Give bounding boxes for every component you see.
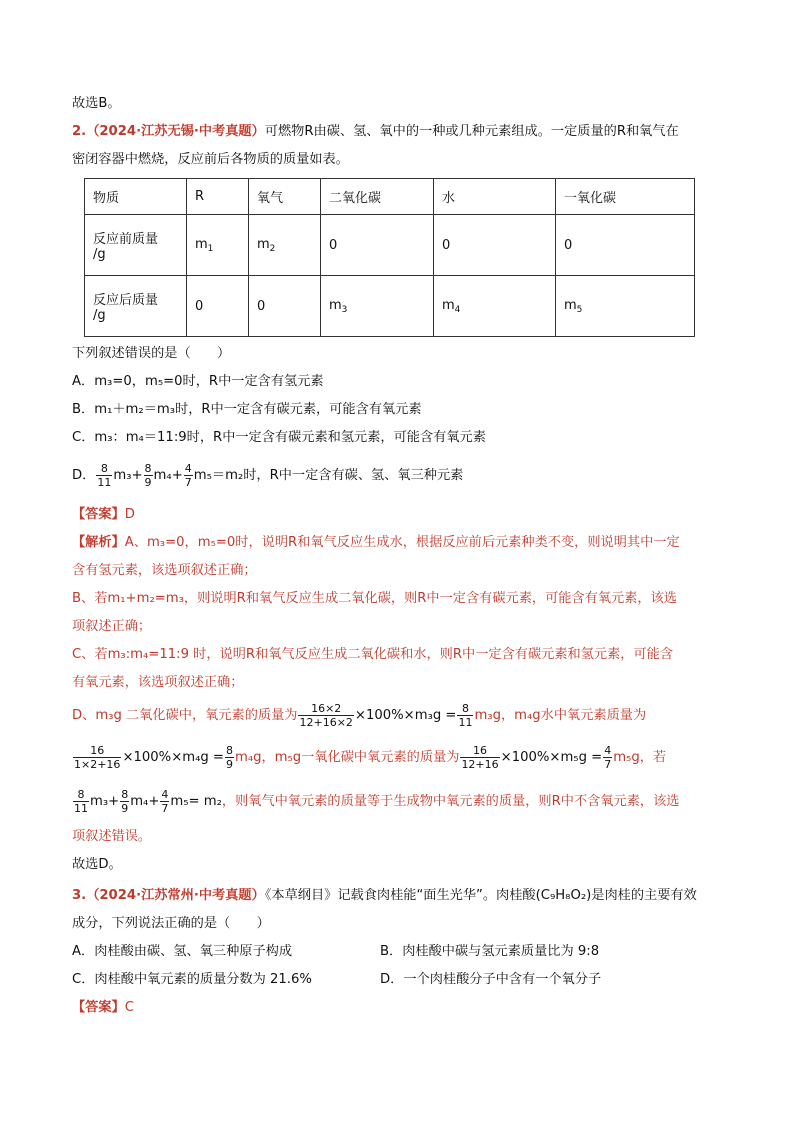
analysis-a-line2: 含有氢元素，该选项叙述正确； xyxy=(72,563,257,578)
fraction-4-7: $\frac{4}{7}$ xyxy=(604,743,612,771)
q2-stem-line2: 密闭容器中燃烧，反应前后各物质的质量如表。 xyxy=(72,152,349,167)
analysis-d-line3: $\frac{8}{11}$ m₃+ $\frac{8}{9}$ m₄+ $\frac{4}{7}$ m₅= m₂，则氧气中氧元素的质量等于生成物中氧元素的质量，则R中不含氧元素，该选 xyxy=(74,787,680,815)
table-header-cell: 水 xyxy=(434,179,556,215)
answer-tag: 【答案】 xyxy=(72,1000,125,1015)
analysis-b-line1: B、若m₁+m₂=m₃，则说明R和氧气反应生成二氧化碳，则R中一定含有碳元素，可能含有氧元素，该选 xyxy=(72,591,677,606)
answer-value: D xyxy=(124,507,135,522)
table-cell: 0 xyxy=(556,215,695,276)
analysis-d-line2: $\frac{16}{1\times 2+16}$ ×100%×m₄g = $\frac{8}{9}$ m₄g，m₅g一氧化碳中氧元素的质量为 $\frac{16}{12+16}$ ×100%×m₅g = $\frac{4}{7}$ m₅g，若 xyxy=(74,743,667,771)
q3-stem-line2: 成分，下列说法正确的是（ ） xyxy=(72,916,270,931)
fraction-4-7: $\frac{4}{7}$ xyxy=(161,787,169,815)
answer-value: C xyxy=(124,1000,134,1015)
fraction-8-11: $\frac{8}{11}$ xyxy=(458,701,473,729)
previous-answer-line: 故选B。 xyxy=(72,96,121,111)
q3-number: 3. xyxy=(72,888,87,903)
fraction-co: $\frac{16}{12+16}$ xyxy=(461,743,499,771)
table-cell: $m_1$ xyxy=(187,215,249,276)
table-cell: $m_5$ xyxy=(556,276,695,337)
table-cell: $m_4$ xyxy=(434,276,556,337)
table-header-cell: 氧气 xyxy=(249,179,321,215)
fraction-8-9: $\frac{8}{9}$ xyxy=(225,743,233,771)
fraction-8-11: $\frac{8}{11}$ xyxy=(97,461,112,489)
fraction-co2: $\frac{16\times 2}{12+16\times 2}$ xyxy=(299,701,353,729)
fraction-4-7: $\frac{4}{7}$ xyxy=(184,461,192,489)
q2-option-d: D． $\frac{8}{11}$ m₃+ $\frac{8}{9}$ m₄+ $\frac{4}{7}$ m₅＝m₂时，R中一定含有碳、氢、氧三种元素 xyxy=(72,461,464,489)
q2-stem-text: 可燃物R由碳、氢、氧中的一种或几种元素组成。一定质量的R和氧气在 xyxy=(264,124,679,139)
q2-answer xyxy=(72,505,135,525)
analysis-b-line2: 项叙述正确； xyxy=(72,619,152,634)
q2-conclusion: 故选D。 xyxy=(72,857,122,872)
q2-option-b: B．m₁＋m₂＝m₃时，R中一定含有碳元素，可能含有氧元素 xyxy=(72,402,422,417)
q2-stem-line1 xyxy=(72,122,679,142)
analysis-a-line1: 【解析】A、m₃=0，m₅=0时，说明R和氧气反应生成水，根据反应前后元素种类不变，则说明其中一定 xyxy=(72,535,680,550)
table-row-before xyxy=(85,215,695,276)
table-cell: 0 xyxy=(434,215,556,276)
table-cell: $m_2$ xyxy=(249,215,321,276)
table-cell: 0 xyxy=(249,276,321,337)
table-cell: 0 xyxy=(187,276,249,337)
q3-options-row1 xyxy=(72,942,292,962)
analysis-c-line2: 有氧元素，该选项叙述正确； xyxy=(72,675,244,690)
fraction-8-11: $\frac{8}{11}$ xyxy=(74,787,88,815)
table-row-label: 反应后质量 /g xyxy=(85,276,187,337)
q2-question: 下列叙述错误的是（ ） xyxy=(72,346,231,361)
table-header-cell: 物质 xyxy=(85,179,187,215)
table-row-label: 反应前质量 /g xyxy=(85,215,187,276)
q3-option-c: C．肉桂酸中氧元素的质量分数为 21.6% xyxy=(72,972,312,987)
q2-option-c: C．m₃：m₄＝11:9时，R中一定含有碳元素和氢元素，可能含有氧元素 xyxy=(72,430,486,445)
q3-answer xyxy=(72,998,134,1018)
fraction-8-9: $\frac{8}{9}$ xyxy=(144,461,152,489)
q3-source: （2024·江苏常州·中考真题） xyxy=(86,888,265,903)
table-header-row xyxy=(85,179,695,215)
analysis-d-line4: 项叙述错误。 xyxy=(72,829,152,844)
table-header-cell: R xyxy=(187,179,249,215)
analysis-tag: 【解析】 xyxy=(72,535,125,550)
q2-number: 2. xyxy=(72,124,87,139)
q3-option-d: D．一个肉桂酸分子中含有一个氧分子 xyxy=(380,972,602,987)
analysis-c-line1: C、若m₃:m₄=11:9 时，说明R和氧气反应生成二氧化碳和水，则R中一定含有碳元素和氢元素，可能含 xyxy=(72,647,674,662)
analysis-d-line1: D、m₃g 二氧化碳中，氧元素的质量为 $\frac{16\times 2}{12+16\times 2}$ ×100%×m₃g = $\frac{8}{11}$ m₃g，m₄g水中氧元素质量为 xyxy=(72,701,647,729)
answer-tag: 【答案】 xyxy=(72,507,125,522)
table-cell: $m_3$ xyxy=(321,276,434,337)
q3-option-a: A．肉桂酸由碳、氢、氧三种原子构成 xyxy=(72,944,293,959)
fraction-h2o: $\frac{16}{1\times 2+16}$ xyxy=(74,743,121,771)
q2-option-a: A．m₃=0，m₅=0时，R中一定含有氢元素 xyxy=(72,374,324,389)
q3-stem-line1: 3.（2024·江苏常州·中考真题）《本草纲目》记载食肉桂能“面生光华”。肉桂酸(C₉H₈O₂)是肉桂的主要有效 xyxy=(72,888,697,903)
table-header-cell: 二氧化碳 xyxy=(321,179,434,215)
fraction-8-9: $\frac{8}{9}$ xyxy=(121,787,129,815)
mass-table xyxy=(84,178,695,337)
table-row-after xyxy=(85,276,695,337)
table-cell: 0 xyxy=(321,215,434,276)
q2-source: （2024·江苏无锡·中考真题） xyxy=(86,124,265,139)
q3-option-b: B．肉桂酸中碳与氢元素质量比为 9:8 xyxy=(380,944,600,959)
table-header-cell: 一氧化碳 xyxy=(556,179,695,215)
